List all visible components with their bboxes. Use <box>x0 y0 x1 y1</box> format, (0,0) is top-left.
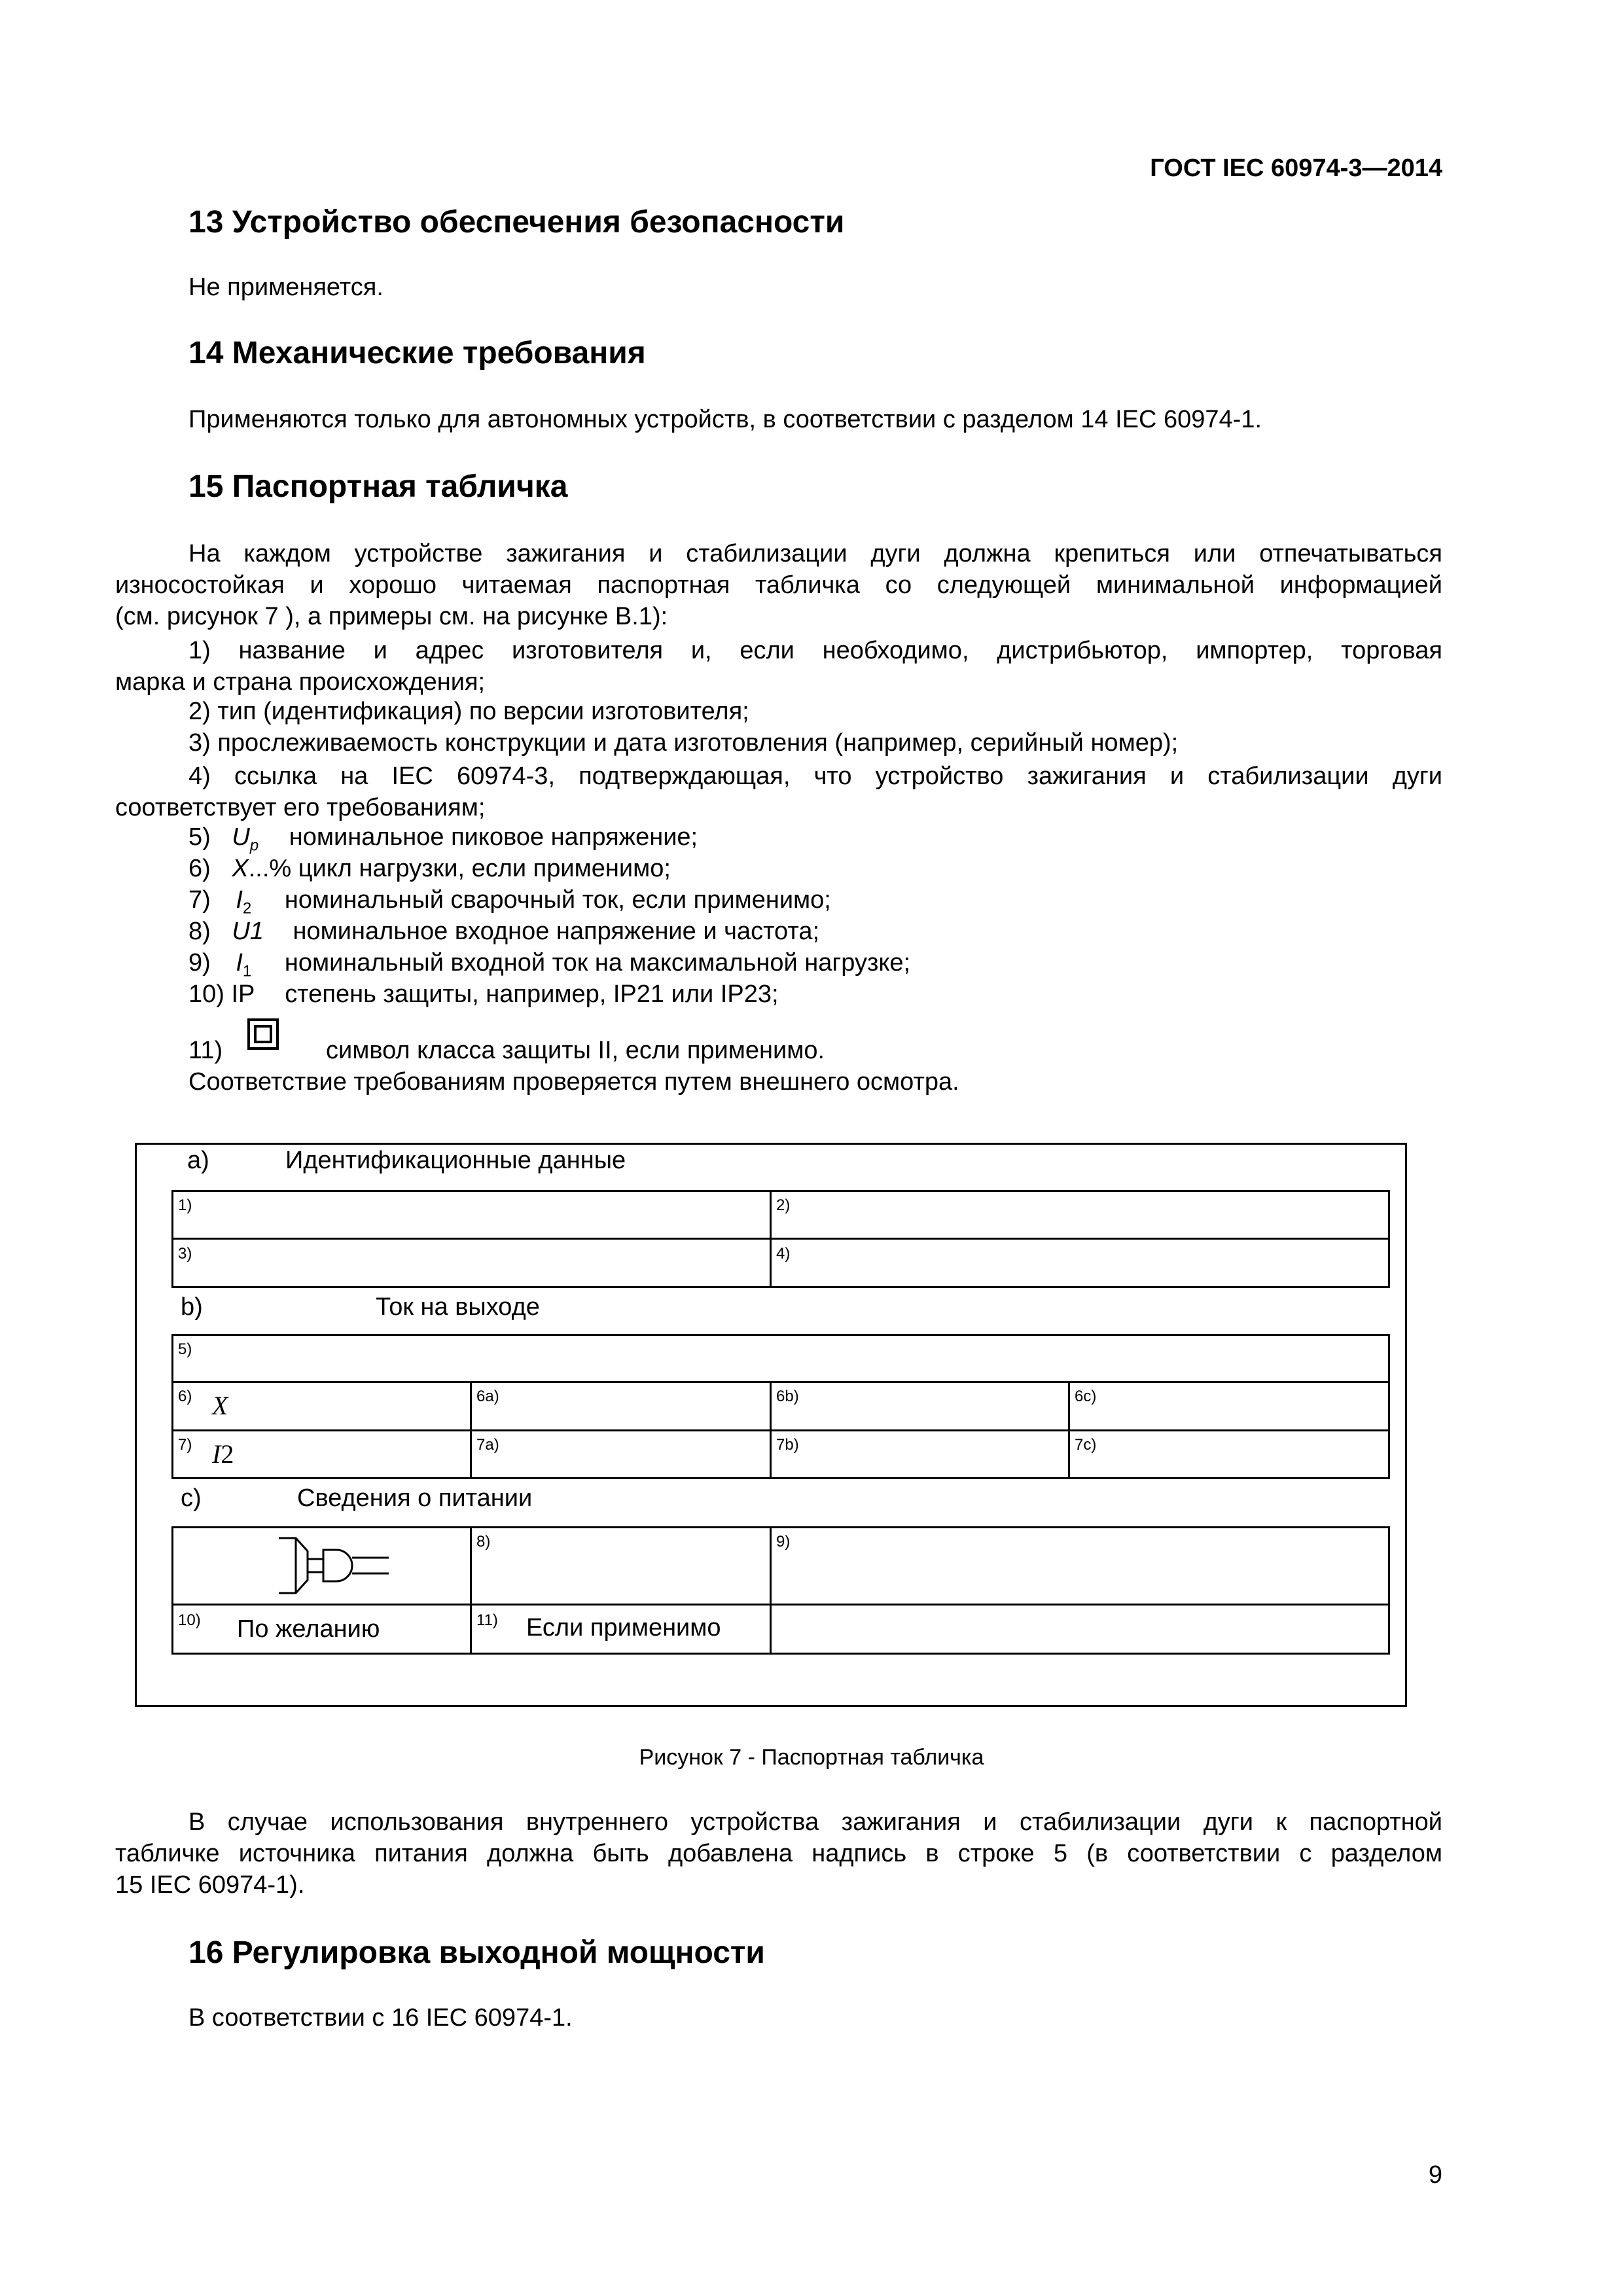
symbol-subscript: 1 <box>242 962 252 980</box>
list-item-7 <box>188 886 831 918</box>
symbol-u1: U1 <box>232 918 264 945</box>
if-applicable-text: Если применимо <box>526 1614 721 1641</box>
cell-1-label: 1) <box>178 1196 192 1214</box>
after-figure-line-3: 15 IEC 60974-1). <box>115 1871 305 1899</box>
table-divider <box>470 1526 472 1655</box>
section-16-text: В соответствии с 16 IEC 60974-1. <box>188 2004 573 2032</box>
cell-6-label: 6) <box>178 1388 192 1405</box>
figure-section-c-label: c) <box>181 1484 202 1512</box>
table-divider <box>770 1526 772 1655</box>
cell-3-label: 3) <box>178 1245 192 1263</box>
item-number: 9) <box>188 949 211 977</box>
after-figure-line-1: В случае использования внутреннего устройства зажигания и стабилизации дуги к паспортной <box>188 1808 1442 1836</box>
list-item-4-line-2: соответствует его требованиям; <box>115 794 486 821</box>
double-square-class-ii-icon <box>247 1018 279 1050</box>
optional-text: По желанию <box>237 1615 380 1643</box>
table-divider <box>470 1381 472 1479</box>
figure-caption: Рисунок 7 - Паспортная табличка <box>639 1745 984 1770</box>
item-number: 5) <box>188 823 211 851</box>
cell-6a-label: 6a) <box>476 1388 499 1405</box>
output-table <box>171 1334 1390 1479</box>
list-item-3: 3) прослеживаемость конструкции и дата изготовления (например, серийный номер); <box>188 729 1179 757</box>
table-divider <box>171 1238 1390 1240</box>
cell-10-label: 10) <box>178 1611 201 1629</box>
cell-9-label: 9) <box>776 1533 791 1551</box>
table-divider <box>770 1190 772 1288</box>
item-text: номинальное пиковое напряжение; <box>289 823 698 851</box>
table-divider <box>770 1381 772 1479</box>
list-item-9 <box>188 949 910 981</box>
list-item-5 <box>188 823 698 855</box>
cell-6-symbol-x: X <box>212 1391 228 1420</box>
section-15-intro-line-2: износостойкая и хорошо читаемая паспортная табличка со следующей минимальной информацией <box>115 571 1442 599</box>
cell-7b-label: 7b) <box>776 1436 799 1454</box>
figure-section-b-label: b) <box>181 1293 203 1321</box>
item-number: 7) <box>188 886 211 914</box>
section-15-intro-line-3: (см. рисунок 7 ), а примеры см. на рисунке В.1): <box>115 603 668 630</box>
cell-11-label: 11) <box>476 1611 498 1629</box>
symbol-subscript: p <box>249 836 259 855</box>
list-item-2: 2) тип (идентификация) по версии изготовителя; <box>188 698 749 725</box>
item-text: степень защиты, например, IP21 или IP23; <box>285 980 779 1008</box>
section-14-text: Применяются только для автономных устройств, в соответствии с разделом 14 IEC 60974-1. <box>188 406 1262 433</box>
cell-7-label: 7) <box>178 1436 192 1454</box>
symbol-ip: IP <box>231 980 255 1008</box>
figure-section-c-title: Сведения о питании <box>297 1484 533 1512</box>
cell-2-label: 2) <box>776 1196 791 1214</box>
cell-7a-label: 7a) <box>476 1436 499 1454</box>
symbol-x: X <box>232 855 249 882</box>
symbol-i: I <box>236 949 243 977</box>
table-divider <box>171 1429 1390 1431</box>
list-item-11-text: символ класса защиты II, если применимо. <box>326 1037 825 1064</box>
section-13-title: 13 Устройство обеспечения безопасности <box>188 205 845 240</box>
list-item-8 <box>188 918 819 946</box>
page-number: 9 <box>1428 2161 1442 2189</box>
item-text: номинальное входное напряжение и частота; <box>293 918 820 945</box>
cell-8-label: 8) <box>476 1533 491 1551</box>
list-item-1-line-1: 1) название и адрес изготовителя и, если необходимо, дистрибьютор, импортер, торговая <box>188 637 1442 664</box>
item-number: 10) <box>188 980 224 1008</box>
item-text: номинальный сварочный ток, если применимо; <box>284 886 831 914</box>
list-item-1-line-2: марка и страна происхождения; <box>115 668 486 696</box>
document-code: ГОСТ IEC 60974-3—2014 <box>1150 154 1442 182</box>
section-13-text: Не применяется. <box>188 274 383 301</box>
table-divider <box>1068 1381 1070 1479</box>
figure-section-a-title: Идентификационные данные <box>285 1147 626 1174</box>
cell-6b-label: 6b) <box>776 1388 799 1405</box>
list-item-10 <box>188 980 779 1009</box>
item-number: 6) <box>188 855 211 882</box>
list-item-11-number: 11) <box>188 1037 223 1064</box>
cell-4-label: 4) <box>776 1245 791 1263</box>
cell-6c-label: 6c) <box>1075 1388 1097 1405</box>
section-14-title: 14 Механические требования <box>188 336 646 370</box>
figure-section-a-label: a) <box>187 1147 209 1174</box>
cell-7c-label: 7c) <box>1075 1436 1097 1454</box>
item-number: 8) <box>188 918 211 945</box>
cell-5-label: 5) <box>178 1340 192 1358</box>
symbol-u: U <box>232 823 250 851</box>
compliance-check-text: Соответствие требованиям проверяется путем внешнего осмотра. <box>188 1068 959 1096</box>
section-15-intro-line-1: На каждом устройстве зажигания и стабилизации дуги должна крепиться или отпечатываться <box>188 540 1442 567</box>
figure-section-b-title: Ток на выходе <box>376 1293 540 1321</box>
section-16-title: 16 Регулировка выходной мощности <box>188 1935 765 1970</box>
mains-plug-icon <box>274 1533 394 1598</box>
table-divider <box>171 1604 1390 1605</box>
cell-7-symbol-i2 <box>212 1439 234 1469</box>
item-text: ...% цикл нагрузки, если применимо; <box>248 855 671 882</box>
symbol-i: I <box>212 1439 221 1469</box>
item-text: номинальный входной ток на максимальной нагрузке; <box>284 949 911 977</box>
symbol-i: I <box>236 886 243 914</box>
table-divider <box>171 1381 1390 1383</box>
after-figure-line-2: табличке источника питания должна быть добавлена надпись в строке 5 (в соответствии с разделом <box>115 1840 1442 1867</box>
list-item-4-line-1: 4) ссылка на IEC 60974-3, подтверждающая, что устройство зажигания и стабилизации дуги <box>188 762 1442 790</box>
list-item-6 <box>188 855 671 883</box>
symbol-subscript: 2 <box>221 1439 234 1469</box>
symbol-subscript: 2 <box>242 899 252 918</box>
section-15-title: 15 Паспортная табличка <box>188 469 568 504</box>
